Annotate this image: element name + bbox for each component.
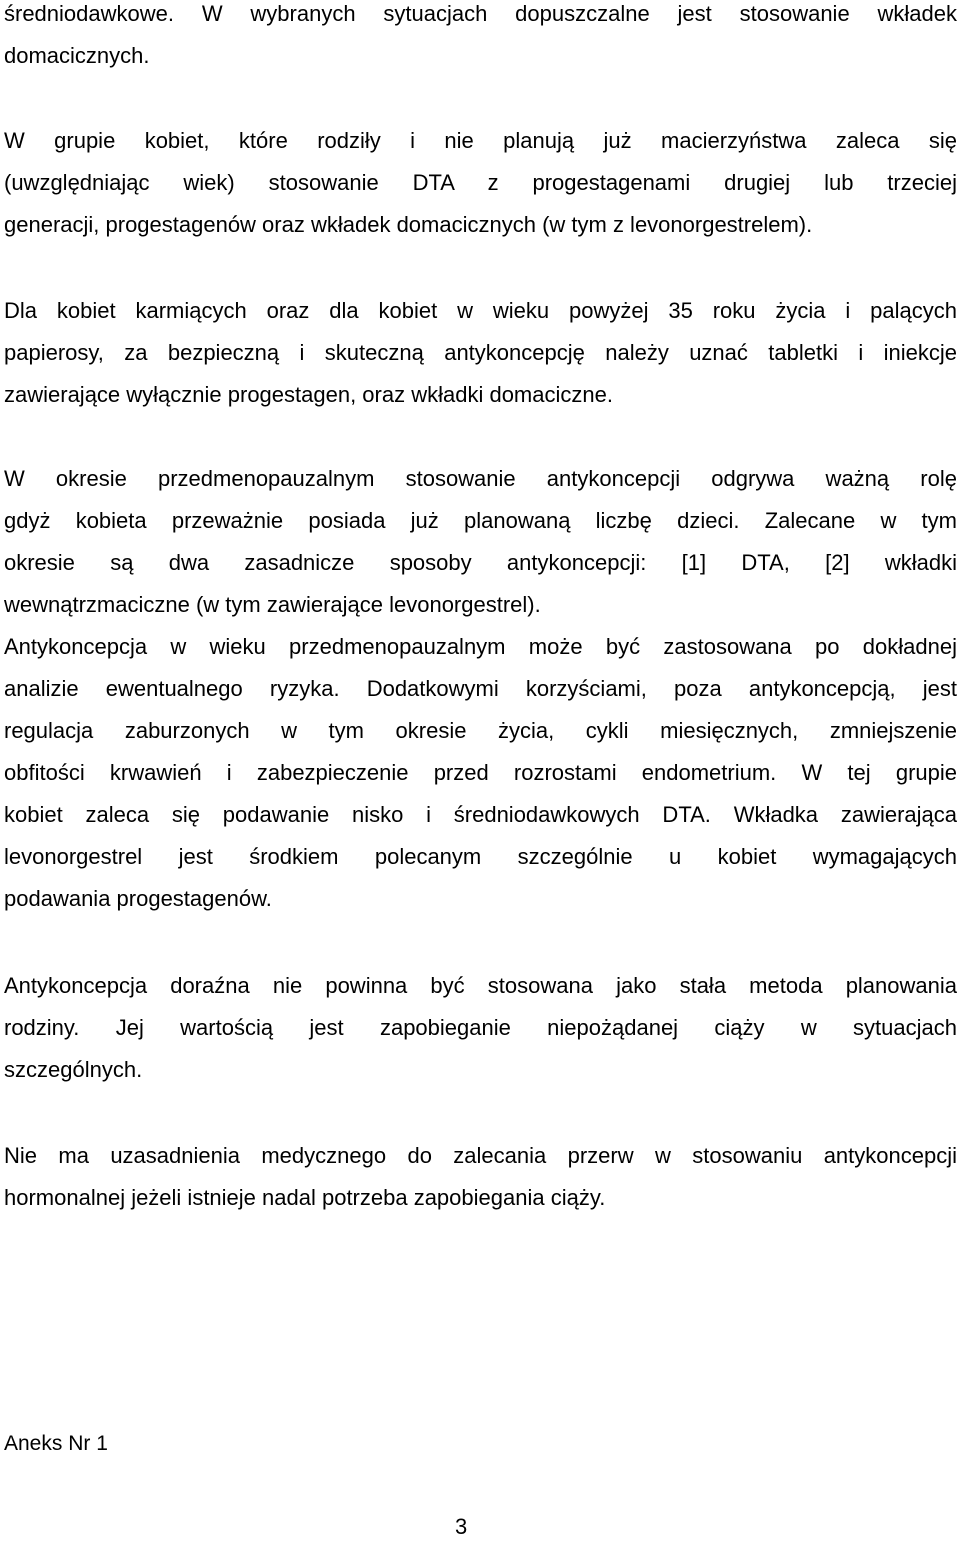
text-line: obfitości krwawień i zabezpieczenie przed rozrostami endometrium. W tej grupie	[4, 760, 957, 785]
text-line: regulacja zaburzonych w tym okresie życia, cykli miesięcznych, zmniejszenie	[4, 718, 957, 743]
text-line: W grupie kobiet, które rodziły i nie planują już macierzyństwa zaleca się	[4, 128, 957, 153]
text-line: analizie ewentualnego ryzyka. Dodatkowymi korzyściami, poza antykoncepcją, jest	[4, 676, 957, 701]
paragraph-women-after-birth	[4, 120, 957, 246]
text-line: domacicznych.	[4, 43, 150, 68]
text-line: rodziny. Jej wartością jest zapobieganie niepożądanej ciąży w sytuacjach	[4, 1015, 957, 1040]
paragraph-intro-continuation	[4, 0, 957, 77]
text-line: Antykoncepcja w wieku przedmenopauzalnym może być zastosowana po dokładnej	[4, 634, 957, 659]
paragraph-premenopausal	[4, 458, 957, 920]
text-line: papierosy, za bezpieczną i skuteczną antykoncepcję należy uznać tabletki i iniekcje	[4, 340, 957, 365]
text-line: wewnątrzmaciczne (w tym zawierające levonorgestrel).	[4, 592, 541, 617]
text-line: W okresie przedmenopauzalnym stosowanie antykoncepcji odgrywa ważną rolę	[4, 466, 957, 491]
text-line: Antykoncepcja doraźna nie powinna być stosowana jako stała metoda planowania	[4, 973, 957, 998]
text-line: szczególnych.	[4, 1057, 143, 1082]
text-line: kobiet zaleca się podawanie nisko i średniodawkowych DTA. Wkładka zawierająca	[4, 802, 957, 827]
text-line: zawierające wyłącznie progestagen, oraz wkładki domaciczne.	[4, 382, 613, 407]
text-line: okresie są dwa zasadnicze sposoby antykoncepcji: [1] DTA, [2] wkładki	[4, 550, 957, 575]
text-line: Dla kobiet karmiących oraz dla kobiet w wieku powyżej 35 roku życia i palących	[4, 298, 957, 323]
paragraph-emergency-contraception	[4, 965, 957, 1091]
text-line: Nie ma uzasadnienia medycznego do zalecania przerw w stosowaniu antykoncepcji	[4, 1143, 957, 1168]
text-line: średniodawkowe. W wybranych sytuacjach dopuszczalne jest stosowanie wkładek	[4, 1, 957, 26]
text-line: podawania progestagenów.	[4, 886, 272, 911]
page-number: 3	[455, 1514, 468, 1539]
annex-label: Aneks Nr 1	[4, 1432, 108, 1455]
paragraph-no-breaks	[4, 1135, 957, 1219]
text-line: gdyż kobieta przeważnie posiada już planowaną liczbę dzieci. Zalecane w tym	[4, 508, 957, 533]
text-line: hormonalnej jeżeli istnieje nadal potrzeba zapobiegania ciąży.	[4, 1185, 606, 1210]
text-line: generacji, progestagenów oraz wkładek domacicznych (w tym z levonorgestrelem).	[4, 212, 813, 237]
paragraph-breastfeeding-smokers	[4, 290, 957, 416]
text-line: (uwzględniając wiek) stosowanie DTA z progestagenami drugiej lub trzeciej	[4, 170, 957, 195]
text-line: levonorgestrel jest środkiem polecanym szczególnie u kobiet wymagających	[4, 844, 957, 869]
